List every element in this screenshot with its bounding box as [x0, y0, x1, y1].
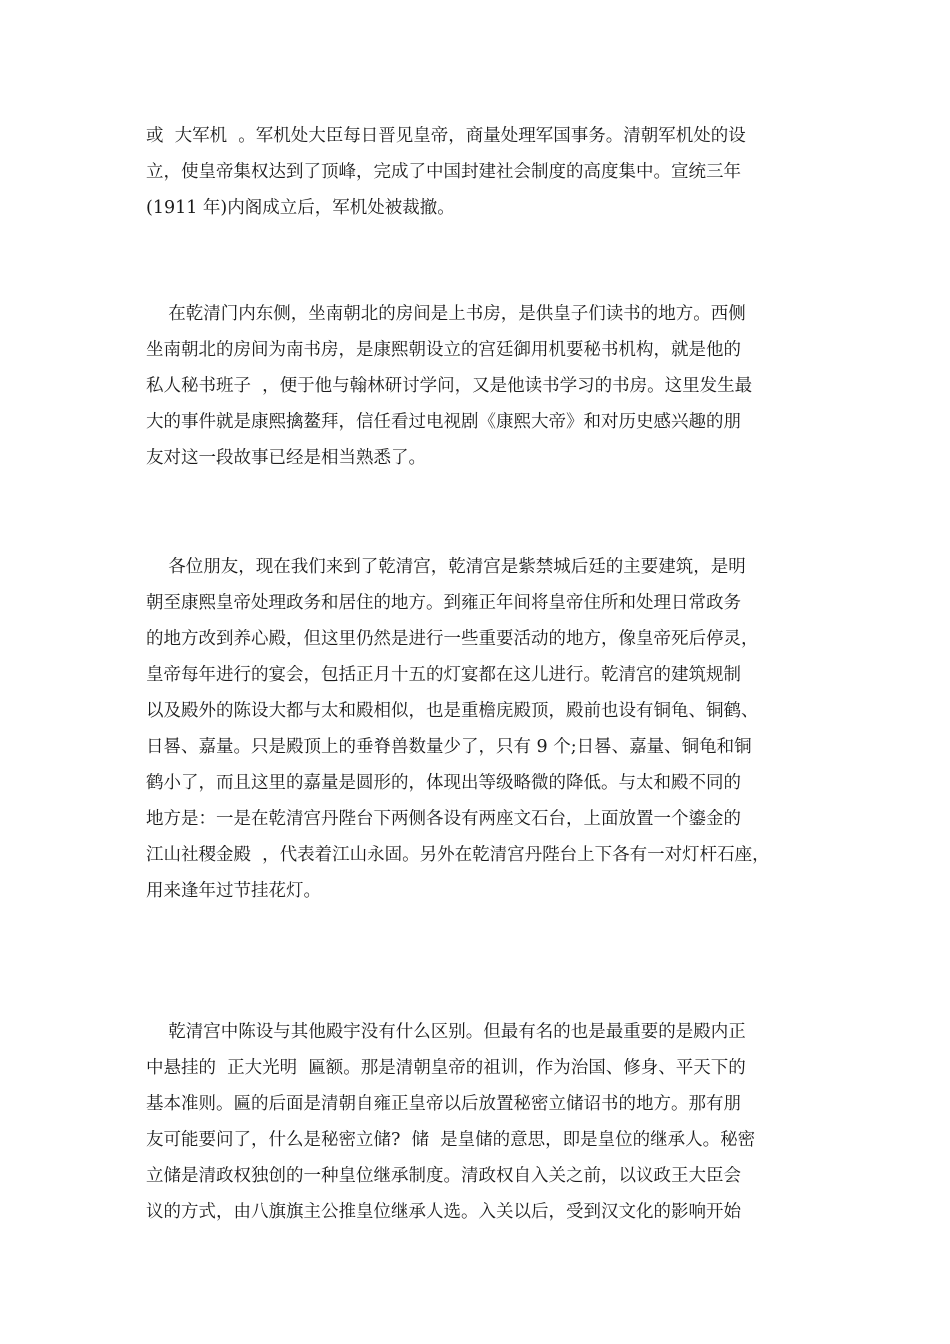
text-line: 或 大军机 。军机处大臣每日晋见皇帝，商量处理军国事务。清朝军机处的设 — [146, 126, 746, 146]
text-line: 议的方式，由八旗旗主公推皇位继承人选。入关以后，受到汉文化的影响开始 — [146, 1202, 741, 1222]
text-line: 鹤小了，而且这里的嘉量是圆形的，体现出等级略微的降低。与太和殿不同的 — [146, 773, 741, 793]
text-line: 友可能要问了，什么是秘密立储? 储 是皇储的意思，即是皇位的继承人。秘密 — [146, 1130, 756, 1150]
text-line: 乾清宫中陈设与其他殿宇没有什么区别。但最有名的也是最重要的是殿内正 — [146, 1022, 746, 1042]
text-line: 用来逢年过节挂花灯。 — [146, 881, 321, 901]
text-line: 在乾清门内东侧，坐南朝北的房间是上书房，是供皇子们读书的地方。西侧 — [146, 304, 746, 324]
text-line: 地方是：一是在乾清宫丹陛台下两侧各设有两座文石台，上面放置一个鎏金的 — [146, 809, 741, 829]
text-line: 立储是清政权独创的一种皇位继承制度。清政权自入关之前，以议政王大臣会 — [146, 1166, 741, 1186]
text-line: 各位朋友，现在我们来到了乾清宫，乾清宫是紫禁城后廷的主要建筑，是明 — [146, 557, 746, 577]
paragraph — [146, 296, 826, 476]
text-line: 朝至康熙皇帝处理政务和居住的地方。到雍正年间将皇帝住所和处理日常政务 — [146, 593, 741, 613]
text-line: 友对这一段故事已经是相当熟悉了。 — [146, 448, 426, 468]
text-line: 皇帝每年进行的宴会，包括正月十五的灯宴都在这儿进行。乾清宫的建筑规制 — [146, 665, 741, 685]
text-line: 私人秘书班子 ，便于他与翰林研讨学问，又是他读书学习的书房。这里发生最 — [146, 376, 753, 396]
text-line: 中悬挂的 正大光明 匾额。那是清朝皇帝的祖训，作为治国、修身、平天下的 — [146, 1058, 746, 1078]
text-line: 大的事件就是康熙擒鳌拜，信任看过电视剧《康熙大帝》和对历史感兴趣的朋 — [146, 412, 741, 432]
paragraph — [146, 118, 826, 226]
paragraph — [146, 1014, 826, 1230]
text-line: 江山社稷金殿 ，代表着江山永固。另外在乾清宫丹陛台上下各有一对灯杆石座， — [146, 845, 770, 865]
text-line: 的地方改到养心殿，但这里仍然是进行一些重要活动的地方，像皇帝死后停灵， — [146, 629, 759, 649]
text-line: 坐南朝北的房间为南书房，是康熙朝设立的宫廷御用机要秘书机构，就是他的 — [146, 340, 741, 360]
text-line: 以及殿外的陈设大都与太和殿相似，也是重檐庑殿顶，殿前也设有铜龟、铜鹤、 — [146, 701, 759, 721]
text-line: 日晷、嘉量。只是殿顶上的垂脊兽数量少了，只有 9 个;日晷、嘉量、铜龟和铜 — [146, 737, 752, 757]
text-line: 基本准则。匾的后面是清朝自雍正皇帝以后放置秘密立储诏书的地方。那有朋 — [146, 1094, 741, 1114]
text-line: (1911 年)内阁成立后，军机处被裁撤。 — [146, 198, 455, 218]
text-line: 立，使皇帝集权达到了顶峰，完成了中国封建社会制度的高度集中。宣统三年 — [146, 162, 741, 182]
paragraph — [146, 549, 826, 909]
